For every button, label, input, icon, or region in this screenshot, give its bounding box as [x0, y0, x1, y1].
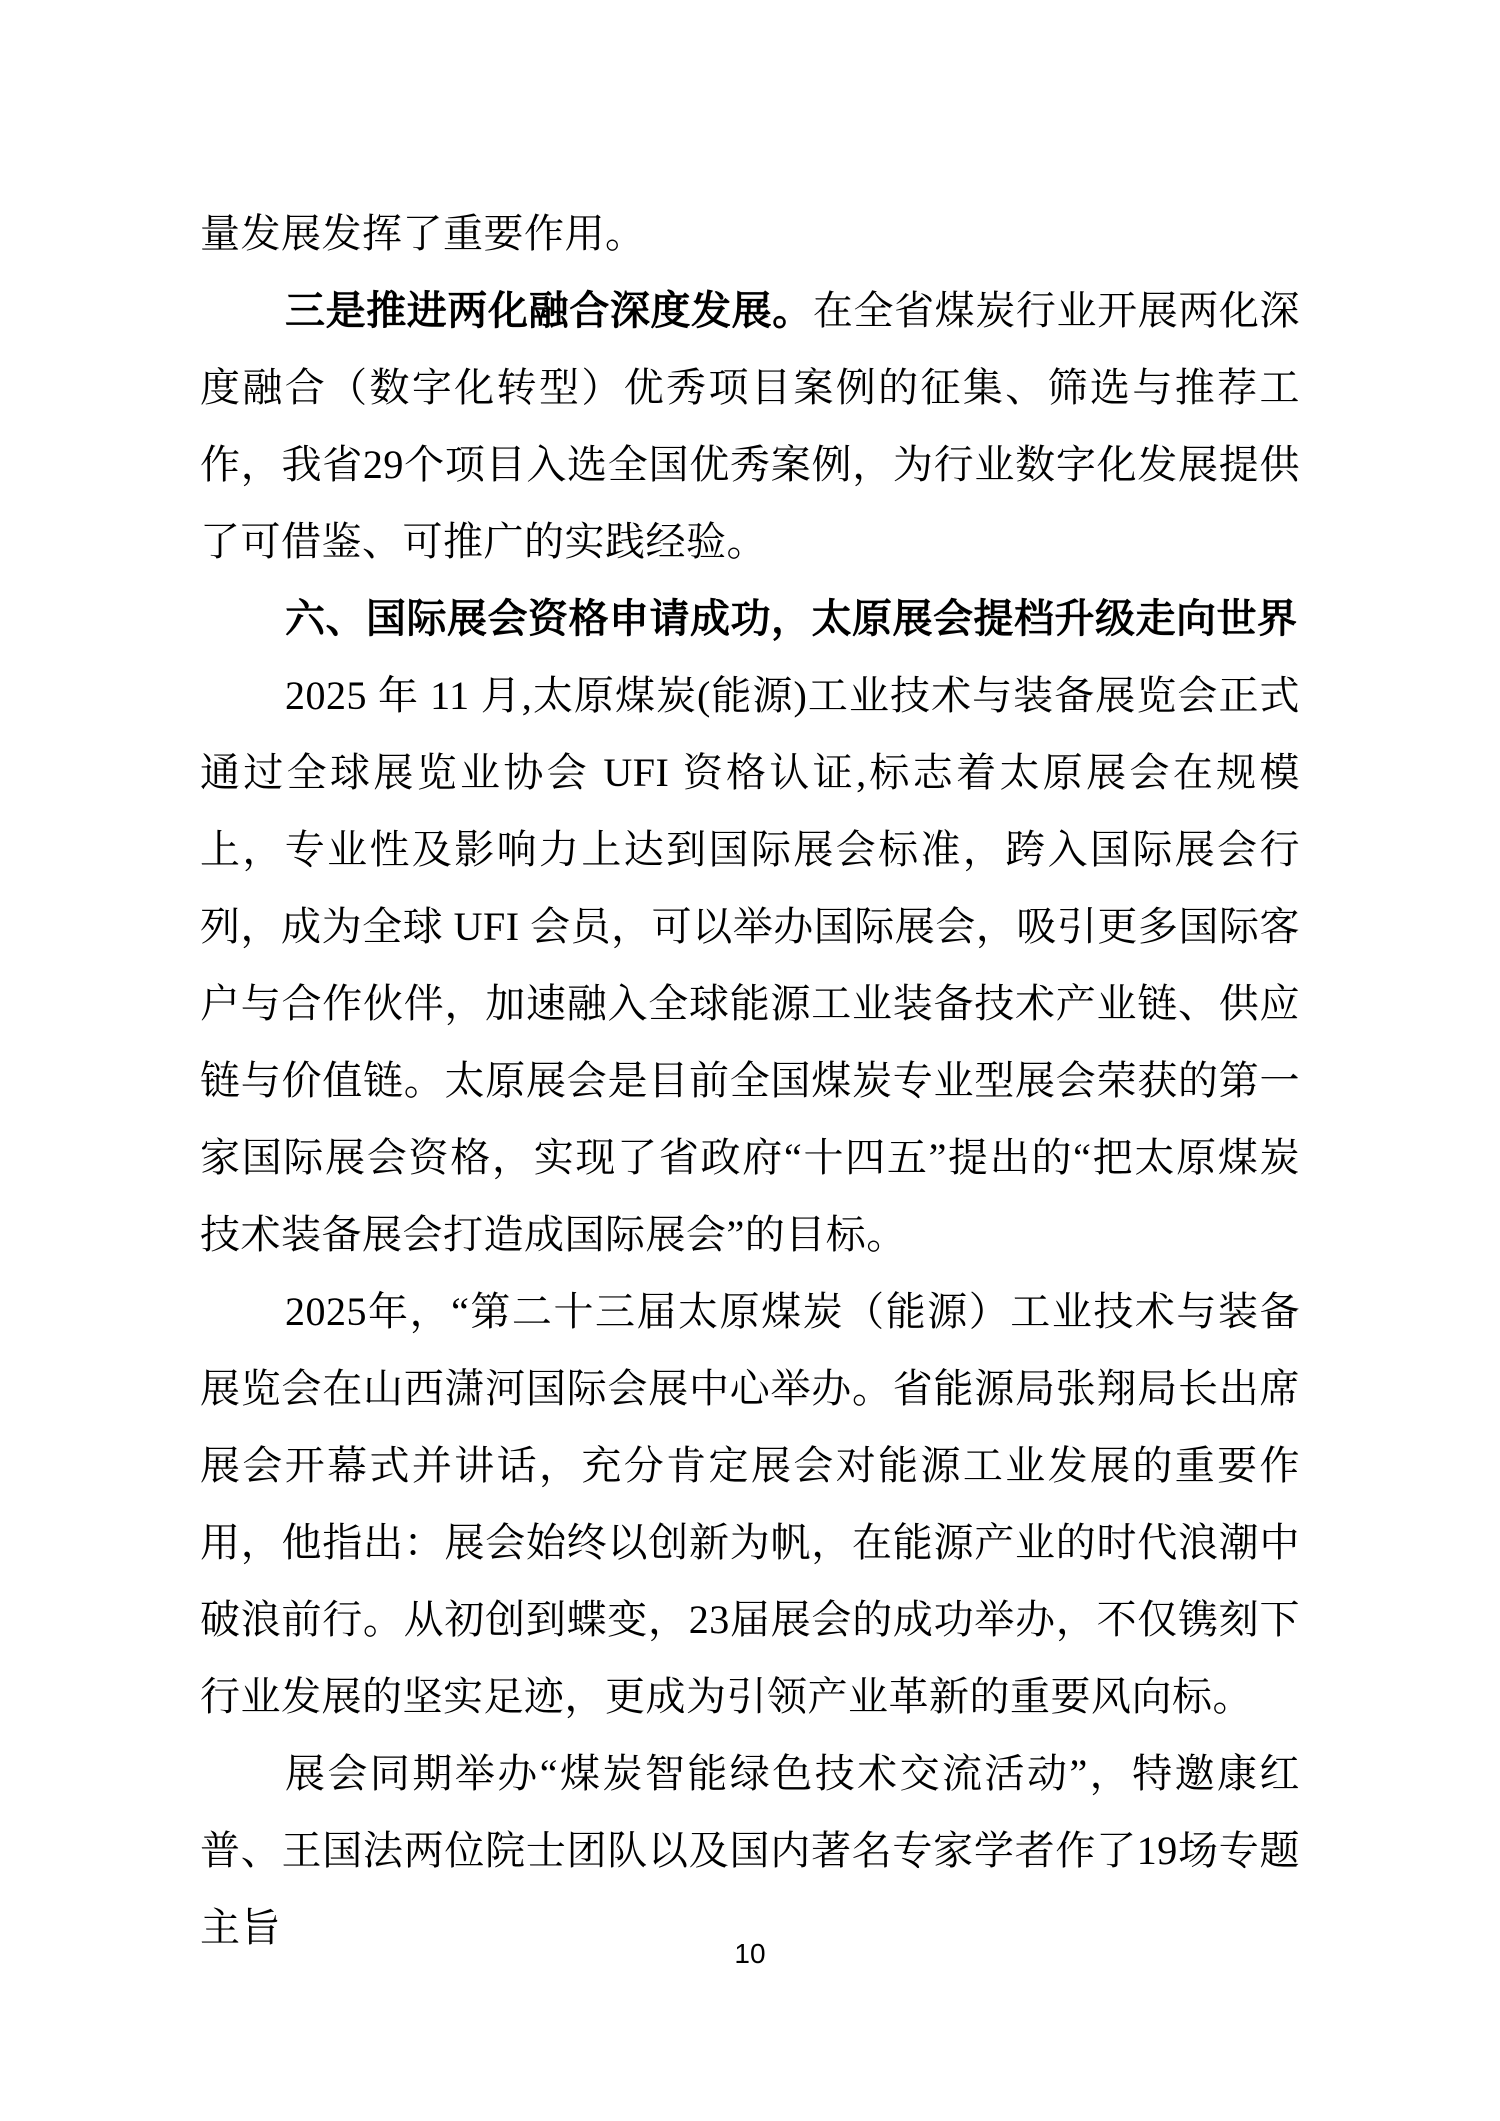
paragraph-two-integration — [200, 272, 1300, 580]
page-footer — [0, 1938, 1500, 1970]
paragraph-ufi-certification: 2025 年 11 月,太原煤炭(能源)工业技术与装备展览会正式通过全球展览业协会 UFI 资格认证,标志着太原展会在规模上，专业性及影响力上达到国际展会标准，跨入国际展会行列，成为全球 UFI 会员，可以举办国际展会，吸引更多国际客户与合作伙伴，加速融入全球能源工业装备技术产业链、供应链与价值链。太原展会是目前全国煤炭专业型展会荣获的第一家国际展会资格，实现了省政府“十四五”提出的“把太原煤炭技术装备展会打造成国际展会”的目标。 — [200, 673, 1300, 1257]
paragraph-continuation: 量发展发挥了重要作用。 — [200, 211, 646, 256]
paragraph-lead-bold: 三是推进两化融合深度发展。 — [285, 288, 813, 333]
page-number: 10 — [734, 1938, 766, 1969]
paragraph-tech-exchange: 展会同期举办“煤炭智能绿色技术交流活动”，特邀康红普、王国法两位院士团队以及国内著名专家学者作了19场专题主旨 — [200, 1751, 1300, 1950]
document-body — [200, 195, 1300, 1966]
paragraph-lead-rest: 在全省煤炭行业开展两化深度融合（数字化转型）优秀项目案例的征集、筛选与推荐工作，我省29个项目入选全国优秀案例，为行业数字化发展提供了可借鉴、可推广的实践经验。 — [200, 288, 1301, 564]
section-heading-six: 六、国际展会资格申请成功，太原展会提档升级走向世界 — [285, 596, 1298, 641]
paragraph-expo-23rd: 2025年，“第二十三届太原煤炭（能源）工业技术与装备展览会在山西潇河国际会展中心举办。省能源局张翔局长出席展会开幕式并讲话，充分肯定展会对能源工业发展的重要作用，他指出：展会始终以创新为帆，在能源产业的时代浪潮中破浪前行。从初创到蝶变，23届展会的成功举办，不仅镌刻下行业发展的坚实足迹，更成为引领产业革新的重要风向标。 — [200, 1289, 1300, 1719]
